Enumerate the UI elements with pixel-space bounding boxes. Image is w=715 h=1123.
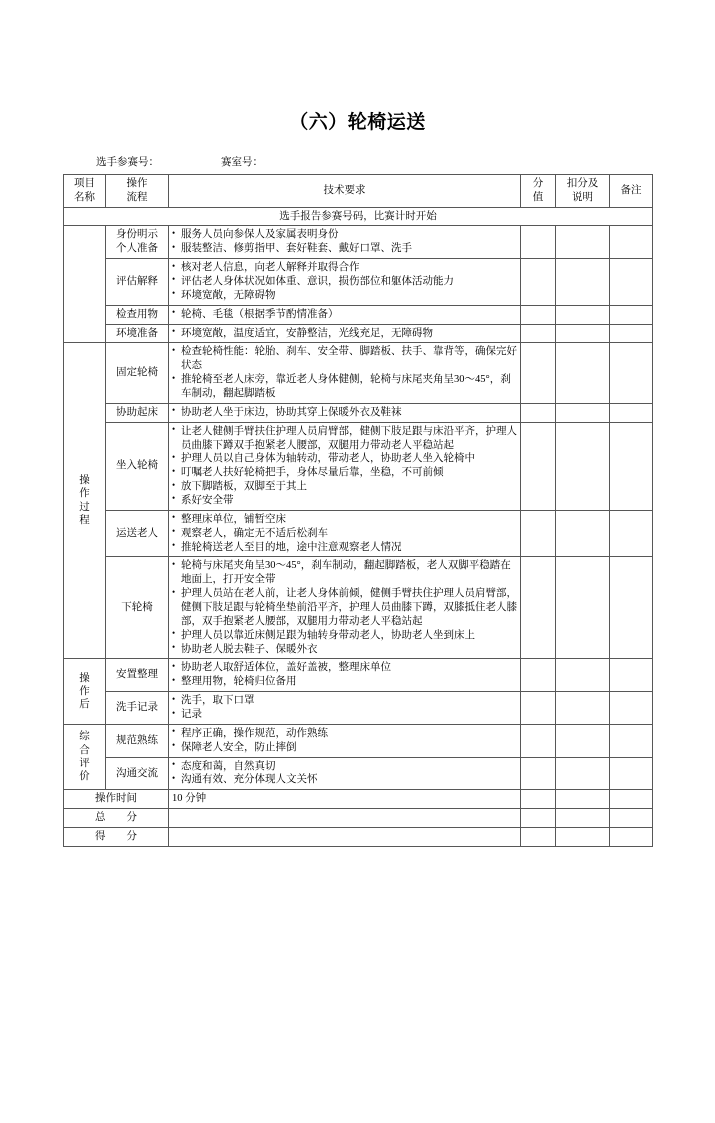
table-row <box>64 724 653 757</box>
requirement-cell <box>169 692 521 725</box>
requirement-item: • 护理人员站在老人前，让老人身体前倾，健侧手臂扶住护理人员肩臂部，健侧下肢足跟与轮椅坐垫前沿平齐，护理人员曲膝下蹲，双膝抵住老人膝部，双手抱紧老人腰部，双腿用力带动老人平稳站起 <box>172 587 517 629</box>
table-row <box>64 343 653 403</box>
score-cell[interactable] <box>521 422 556 510</box>
deduction-cell[interactable] <box>556 692 610 725</box>
remarks-cell[interactable] <box>610 692 653 725</box>
score-cell[interactable] <box>521 692 556 725</box>
score-cell[interactable] <box>521 757 556 790</box>
header-project-name <box>64 174 106 207</box>
document-page <box>0 112 715 1123</box>
footer-label: 得 分 <box>64 828 169 847</box>
table-row <box>64 757 653 790</box>
header-deduction <box>556 174 610 207</box>
header-score-l1: 分 <box>532 177 544 189</box>
flow-label: 运送老人 <box>106 510 169 557</box>
requirement-cell <box>169 324 521 343</box>
banner-text: 选手报告参赛号码，比赛计时开始 <box>64 207 653 226</box>
score-cell[interactable] <box>521 403 556 422</box>
header-technical-requirements: 技术要求 <box>169 174 521 207</box>
requirement-cell <box>169 659 521 692</box>
requirement-cell <box>169 403 521 422</box>
flow-label: 协助起床 <box>106 403 169 422</box>
remarks-cell[interactable] <box>610 422 653 510</box>
requirement-item: • 环境宽敞，无障碍物 <box>172 289 517 303</box>
remarks-cell[interactable] <box>610 324 653 343</box>
requirement-cell <box>169 343 521 403</box>
deduction-cell[interactable] <box>556 510 610 557</box>
requirement-cell <box>169 259 521 306</box>
score-cell[interactable] <box>521 259 556 306</box>
score-cell[interactable] <box>521 343 556 403</box>
contestant-number-label: 选手参赛号： <box>96 156 159 168</box>
header-deduction-l2: 说明 <box>572 191 593 203</box>
stage-label: 操作过程 <box>64 343 106 659</box>
flow-label: 洗手记录 <box>106 692 169 725</box>
footer-row <box>64 828 653 847</box>
requirement-cell <box>169 510 521 557</box>
header-score-l2: 值 <box>532 191 544 203</box>
table-row <box>64 510 653 557</box>
table-header-row <box>64 174 653 207</box>
table-row <box>64 659 653 692</box>
requirement-item: • 程序正确，操作规范，动作熟练 <box>172 727 517 741</box>
requirement-cell <box>169 422 521 510</box>
requirement-item: • 协助老人坐于床边，协助其穿上保暖外衣及鞋袜 <box>172 406 517 420</box>
requirement-item: • 推轮椅至老人床旁，靠近老人身体健侧，轮椅与床尾夹角呈30～45°，刹车制动，翻起脚踏板 <box>172 373 517 401</box>
flow-label: 身份明示 个人准备 <box>106 226 169 259</box>
score-cell[interactable] <box>521 510 556 557</box>
deduction-cell[interactable] <box>556 226 610 259</box>
flow-label: 坐入轮椅 <box>106 422 169 510</box>
requirement-cell <box>169 724 521 757</box>
requirement-item: • 整理床单位，铺暂空床 <box>172 513 517 527</box>
footer-value[interactable] <box>169 828 521 847</box>
requirement-item: • 服装整洁、修剪指甲、套好鞋套、戴好口罩、洗手 <box>172 242 517 256</box>
evaluation-table <box>63 174 653 847</box>
score-cell[interactable] <box>521 557 556 659</box>
footer-label: 总 分 <box>64 809 169 828</box>
footer-row <box>64 809 653 828</box>
header-operation-flow <box>106 174 169 207</box>
requirement-item: • 核对老人信息，向老人解释并取得合作 <box>172 261 517 275</box>
footer-remarks-cell[interactable] <box>610 828 653 847</box>
requirement-item: • 推轮椅送老人至目的地，途中注意观察老人情况 <box>172 541 517 555</box>
requirement-cell <box>169 757 521 790</box>
footer-score-cell[interactable] <box>521 790 556 809</box>
requirement-item: • 护理人员以自己身体为轴转动，带动老人，协助老人坐入轮椅中 <box>172 452 517 466</box>
stage-label <box>64 226 106 343</box>
flow-label: 环境准备 <box>106 324 169 343</box>
deduction-cell[interactable] <box>556 324 610 343</box>
footer-value[interactable] <box>169 809 521 828</box>
requirement-item: • 保障老人安全，防止摔倒 <box>172 741 517 755</box>
footer-deduction-cell[interactable] <box>556 828 610 847</box>
requirement-item: • 观察老人，确定无不适后松刹车 <box>172 527 517 541</box>
footer-label: 操作时间 <box>64 790 169 809</box>
footer-remarks-cell[interactable] <box>610 809 653 828</box>
deduction-cell[interactable] <box>556 343 610 403</box>
remarks-cell[interactable] <box>610 557 653 659</box>
table-row <box>64 557 653 659</box>
requirement-item: • 检查轮椅性能：轮胎、刹车、安全带、脚踏板、扶手、靠背等，确保完好状态 <box>172 345 517 373</box>
remarks-cell[interactable] <box>610 343 653 403</box>
requirement-item: • 叮嘱老人扶好轮椅把手，身体尽量后靠，坐稳，不可前倾 <box>172 466 517 480</box>
requirement-item: • 洗手，取下口罩 <box>172 694 517 708</box>
requirement-item: • 服务人员向参保人及家属表明身份 <box>172 228 517 242</box>
score-cell[interactable] <box>521 226 556 259</box>
flow-label: 检查用物 <box>106 305 169 324</box>
header-project-name-l2: 名称 <box>74 191 95 203</box>
deduction-cell[interactable] <box>556 659 610 692</box>
footer-score-cell[interactable] <box>521 828 556 847</box>
remarks-cell[interactable] <box>610 757 653 790</box>
table-row <box>64 305 653 324</box>
score-cell[interactable] <box>521 324 556 343</box>
requirement-item: • 协助老人脱去鞋子、保暖外衣 <box>172 643 517 657</box>
requirement-item: • 环境宽敞，温度适宜，安静整洁，光线充足，无障碍物 <box>172 327 517 341</box>
requirement-item: • 沟通有效、充分体现人文关怀 <box>172 773 517 787</box>
header-operation-flow-l2: 流程 <box>126 191 148 203</box>
footer-row <box>64 790 653 809</box>
deduction-cell[interactable] <box>556 305 610 324</box>
remarks-cell[interactable] <box>610 305 653 324</box>
stage-label: 操作后 <box>64 659 106 724</box>
deduction-cell[interactable] <box>556 259 610 306</box>
flow-label: 规范熟练 <box>106 724 169 757</box>
flow-label: 安置整理 <box>106 659 169 692</box>
requirement-item: • 系好安全带 <box>172 494 517 508</box>
table-row <box>64 403 653 422</box>
flow-label: 评估解释 <box>106 259 169 306</box>
remarks-cell[interactable] <box>610 724 653 757</box>
table-row <box>64 422 653 510</box>
deduction-cell[interactable] <box>556 403 610 422</box>
footer-score-cell[interactable] <box>521 809 556 828</box>
deduction-cell[interactable] <box>556 724 610 757</box>
deduction-cell[interactable] <box>556 757 610 790</box>
flow-label: 下轮椅 <box>106 557 169 659</box>
score-cell[interactable] <box>521 724 556 757</box>
header-operation-flow-l1: 操作 <box>126 177 148 189</box>
remarks-cell[interactable] <box>610 226 653 259</box>
footer-value[interactable]: 10 分钟 <box>169 790 521 809</box>
remarks-cell[interactable] <box>610 510 653 557</box>
requirement-item: • 评估老人身体状况如体重、意识，损伤部位和躯体活动能力 <box>172 275 517 289</box>
score-cell[interactable] <box>521 305 556 324</box>
flow-label: 固定轮椅 <box>106 343 169 403</box>
footer-deduction-cell[interactable] <box>556 790 610 809</box>
header-project-name-l1: 项目 <box>74 177 95 189</box>
header-deduction-l1: 扣分及 <box>566 177 599 189</box>
deduction-cell[interactable] <box>556 557 610 659</box>
table-row <box>64 692 653 725</box>
page-title: （六）轮椅运送 <box>289 112 426 133</box>
remarks-cell[interactable] <box>610 659 653 692</box>
deduction-cell[interactable] <box>556 422 610 510</box>
table-row <box>64 226 653 259</box>
flow-label: 沟通交流 <box>106 757 169 790</box>
requirement-item: • 轮椅、毛毯（根据季节酌情准备） <box>172 308 517 322</box>
requirement-cell <box>169 305 521 324</box>
requirement-item: • 态度和蔼，自然真切 <box>172 760 517 774</box>
requirement-cell <box>169 557 521 659</box>
requirement-item: • 放下脚踏板，双脚至于其上 <box>172 480 517 494</box>
table-row <box>64 324 653 343</box>
meta-line <box>63 153 652 169</box>
stage-label: 综合评价 <box>64 724 106 789</box>
room-number-label: 赛室号： <box>221 156 263 168</box>
requirement-cell <box>169 226 521 259</box>
requirement-item: • 护理人员以靠近床侧足跟为轴转身带动老人，协助老人坐到床上 <box>172 629 517 643</box>
remarks-cell[interactable] <box>610 403 653 422</box>
requirement-item: • 记录 <box>172 708 517 722</box>
score-cell[interactable] <box>521 659 556 692</box>
table-row <box>64 259 653 306</box>
header-score <box>521 174 556 207</box>
requirement-item: • 整理用物，轮椅归位备用 <box>172 675 517 689</box>
requirement-item: • 让老人健侧手臂扶住护理人员肩臂部，健侧下肢足跟与床沿平齐，护理人员曲膝下蹲双手抱紧老人腰部，双腿用力带动老人平稳站起 <box>172 425 517 453</box>
remarks-cell[interactable] <box>610 259 653 306</box>
banner-row <box>64 207 653 226</box>
requirement-item: • 协助老人取舒适体位，盖好盖被，整理床单位 <box>172 661 517 675</box>
table-body <box>64 207 653 846</box>
header-remarks: 备注 <box>610 174 653 207</box>
requirement-item: • 轮椅与床尾夹角呈30～45°，刹车制动，翻起脚踏板，老人双脚平稳踏在地面上，打开安全带 <box>172 559 517 587</box>
footer-remarks-cell[interactable] <box>610 790 653 809</box>
footer-deduction-cell[interactable] <box>556 809 610 828</box>
